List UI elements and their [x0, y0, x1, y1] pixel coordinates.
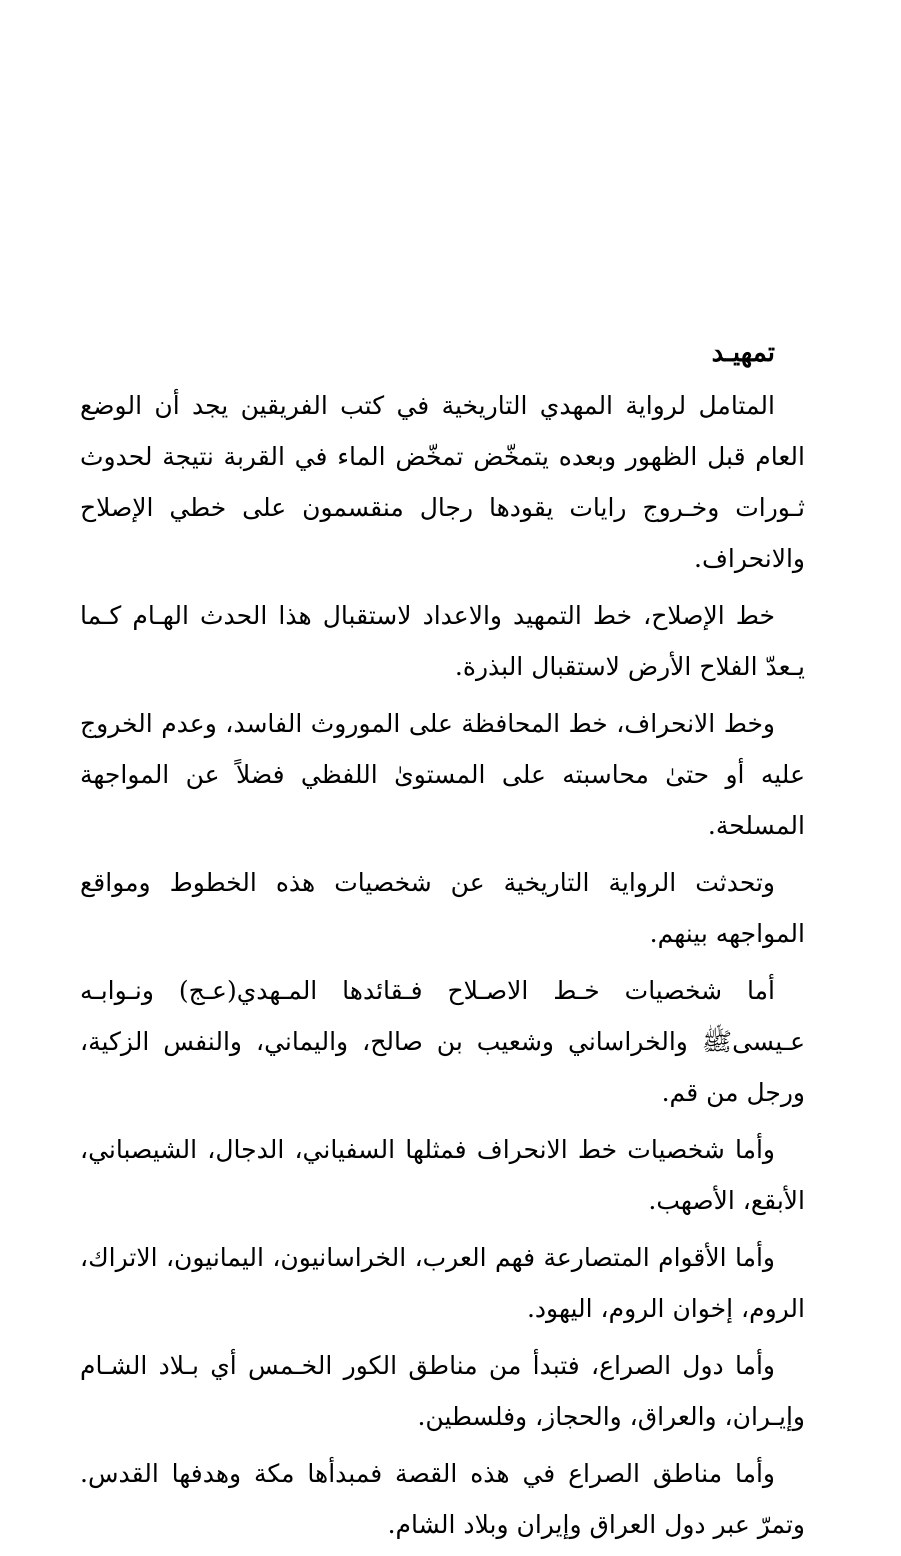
paragraph-4: وتحدثت الرواية التاريخية عن شخصيات هذه الخطوط ومواقع المواجهه بينهم. — [80, 868, 805, 948]
section-heading: تمهيـد — [711, 338, 775, 368]
paragraph-1: المتامل لرواية المهدي التاريخية في كتب الفريقين يجد أن الوضع العام قبل الظهور وبعده يتمخّض تمخّض الماء في القربة نتيجة لحدوث ثـورات وخـروج رايات يقودها رجال منقسمون على خطي الإصلاح والانحراف. — [80, 391, 805, 573]
paragraph-8: وأما دول الصراع، فتبدأ من مناطق الكور الخـمس أي بـلاد الشـام وإيـران، والعراق، والحجاز، وفلسطين. — [80, 1351, 805, 1431]
paragraph-6: وأما شخصيات خط الانحراف فمثلها السفياني، الدجال، الشيصباني، الأبقع، الأصهب. — [80, 1135, 805, 1215]
paragraph-2: خط الإصلاح، خط التمهيد والاعداد لاستقبال هذا الحدث الهـام كـما يـعدّ الفلاح الأرض لاستقبال البذرة. — [80, 601, 805, 681]
paragraph-9: وأما مناطق الصراع في هذه القصة فمبدأها مكة وهدفها القدس. وتمرّ عبر دول العراق وإيران وبلاد الشام. — [80, 1459, 805, 1539]
paragraph-5: أما شخصيات خـط الاصـلاح فـقائدها المـهدي(عـج) ونـوابـه عـيسىﷺ والخراساني وشعيب بن صالح، واليماني، والنفس الزكية، ورجل من قم. — [80, 976, 805, 1107]
paragraph-7: وأما الأقوام المتصارعة فهم العرب، الخراسانيون، اليمانيون، الاتراك، الروم، إخوان الروم، اليهود. — [80, 1243, 805, 1323]
paragraph-3: وخط الانحراف، خط المحافظة على الموروث الفاسد، وعدم الخروج عليه أو حتىٰ محاسبته على المستوىٰ اللفظي فضلاً عن المواجهة المسلحة. — [80, 709, 805, 840]
page-body — [80, 330, 805, 1556]
